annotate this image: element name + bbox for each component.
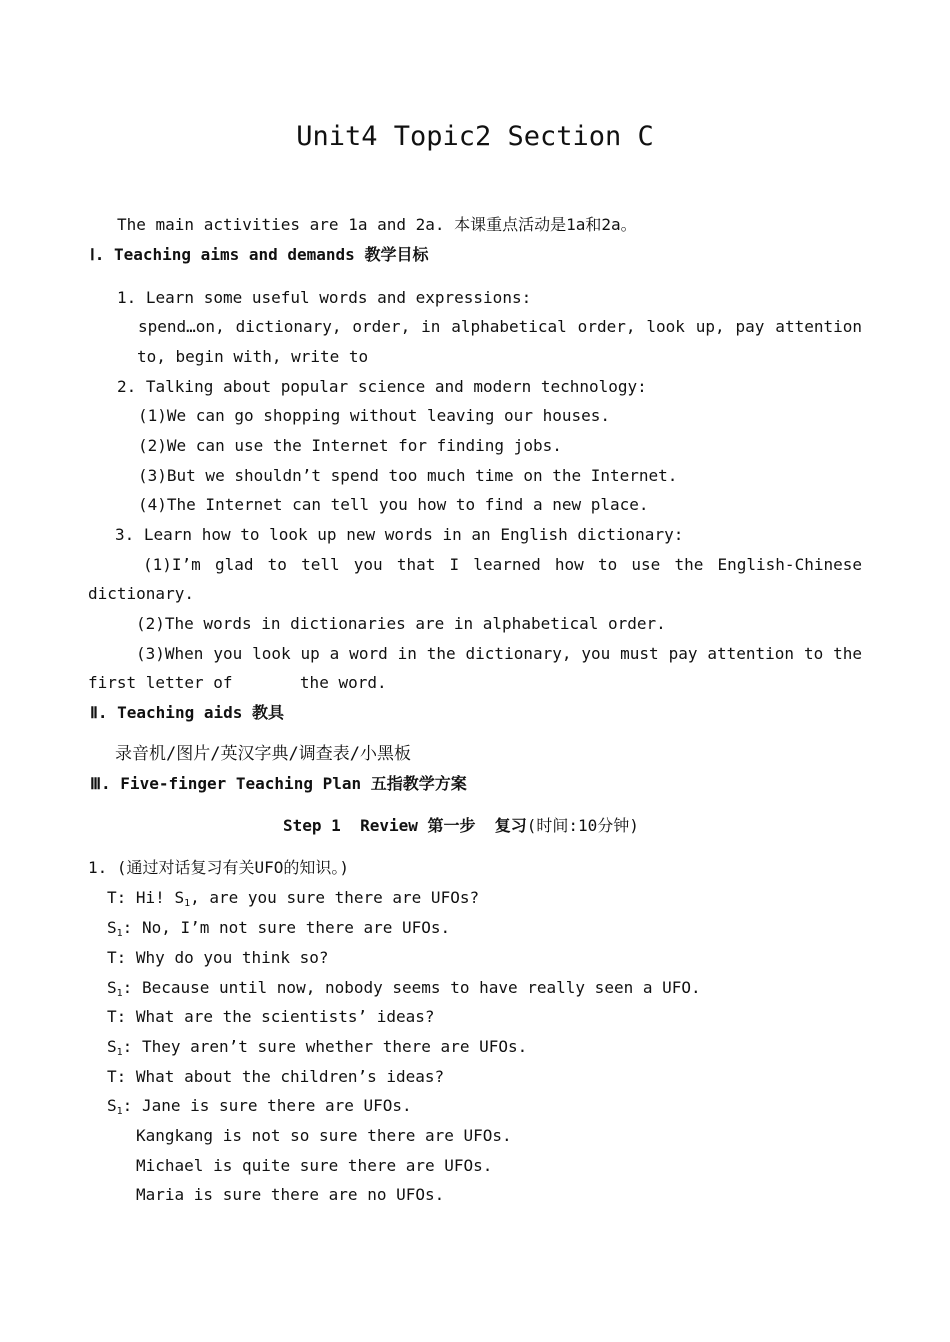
line-text: : Because until now, nobody seems to have really seen a UFO. bbox=[122, 978, 701, 997]
aim-item-3-sentence: (1)I’m glad to tell you that I learned how to use the English-Chinese bbox=[143, 555, 862, 574]
step-heading-label: Step 1 Review 第一步 复习 bbox=[283, 816, 527, 835]
speaker: T bbox=[107, 1007, 117, 1026]
line-text: : Jane is sure there are UFOs. bbox=[122, 1096, 412, 1115]
dialogue-line bbox=[107, 1037, 527, 1057]
dialogue-line bbox=[107, 978, 701, 998]
aim-item-2: 2. Talking about popular science and modern technology: bbox=[117, 377, 647, 396]
intro-text: The main activities are 1a and 2a. 本课重点活动是1a和2a。 bbox=[117, 215, 637, 234]
aim-item-3-sentence-cont: dictionary. bbox=[88, 584, 194, 603]
dialogue-line bbox=[107, 948, 329, 968]
aim-item-2-sentence: (4)The Internet can tell you how to find a new place. bbox=[138, 495, 649, 514]
aids-content: 录音机/图片/英汉字典/调查表/小黑板 bbox=[115, 744, 411, 764]
aim-item-3: 3. Learn how to look up new words in an English dictionary: bbox=[115, 525, 684, 544]
aim-item-1-words-cont: to, begin with, write to bbox=[137, 347, 369, 366]
speaker: T bbox=[107, 948, 117, 967]
line-text: : Hi! S bbox=[116, 888, 185, 907]
aim-item-2-sentence: (3)But we shouldn’t spend too much time on the Internet. bbox=[138, 466, 678, 485]
aim-item-2-sentence: (2)We can use the Internet for finding jobs. bbox=[138, 436, 562, 455]
line-text: : They aren’t sure whether there are UFOs. bbox=[122, 1037, 528, 1056]
section-heading-plan: Ⅲ. Five-finger Teaching Plan 五指教学方案 bbox=[90, 774, 467, 793]
speaker: S bbox=[107, 1096, 117, 1115]
review-note: 1. (通过对话复习有关UFO的知识。) bbox=[88, 858, 350, 877]
speaker: S bbox=[107, 918, 117, 937]
line-text: : What about the children’s ideas? bbox=[116, 1067, 445, 1086]
line-text: : What are the scientists’ ideas? bbox=[116, 1007, 435, 1026]
subscript: 1 bbox=[116, 1047, 123, 1058]
aim-item-3-sentence: (3)When you look up a word in the dictionary, you must pay attention to the bbox=[136, 644, 862, 663]
speaker: S bbox=[107, 978, 117, 997]
subscript: 1 bbox=[116, 928, 123, 939]
step-time: (时间:10分钟) bbox=[526, 816, 639, 835]
dialogue-line bbox=[107, 888, 479, 908]
dialogue-continuation: Kangkang is not so sure there are UFOs. bbox=[136, 1126, 512, 1145]
line-text: , are you sure there are UFOs? bbox=[190, 888, 480, 907]
subscript: 1 bbox=[116, 1106, 123, 1117]
line-text: : Why do you think so? bbox=[116, 948, 329, 967]
subscript: 1 bbox=[184, 898, 191, 909]
speaker: S bbox=[107, 1037, 117, 1056]
dialogue-continuation: Michael is quite sure there are UFOs. bbox=[136, 1156, 493, 1175]
document-title: Unit4 Topic2 Section C bbox=[296, 121, 654, 152]
section-heading-aids: Ⅱ. Teaching aids 教具 bbox=[90, 703, 285, 722]
dialogue-continuation: Maria is sure there are no UFOs. bbox=[136, 1185, 445, 1204]
aim-item-1-words: spend…on, dictionary, order, in alphabetical order, look up, pay attention bbox=[138, 317, 862, 336]
subscript: 1 bbox=[116, 988, 123, 999]
aim-item-3-sentence-cont: first letter of the word. bbox=[88, 673, 387, 692]
dialogue-line bbox=[107, 1096, 412, 1116]
dialogue-line bbox=[107, 1007, 435, 1027]
aim-item-1: 1. Learn some useful words and expressions: bbox=[117, 288, 532, 307]
dialogue-line bbox=[107, 1067, 444, 1087]
dialogue-line bbox=[107, 918, 450, 938]
section-heading-aims: Ⅰ. Teaching aims and demands 教学目标 bbox=[90, 245, 429, 264]
line-text: : No, I’m not sure there are UFOs. bbox=[122, 918, 451, 937]
speaker: T bbox=[107, 1067, 117, 1086]
step-heading bbox=[283, 816, 639, 836]
aim-item-3-sentence: (2)The words in dictionaries are in alphabetical order. bbox=[136, 614, 666, 633]
aim-item-2-sentence: (1)We can go shopping without leaving our houses. bbox=[138, 406, 611, 425]
speaker: T bbox=[107, 888, 117, 907]
